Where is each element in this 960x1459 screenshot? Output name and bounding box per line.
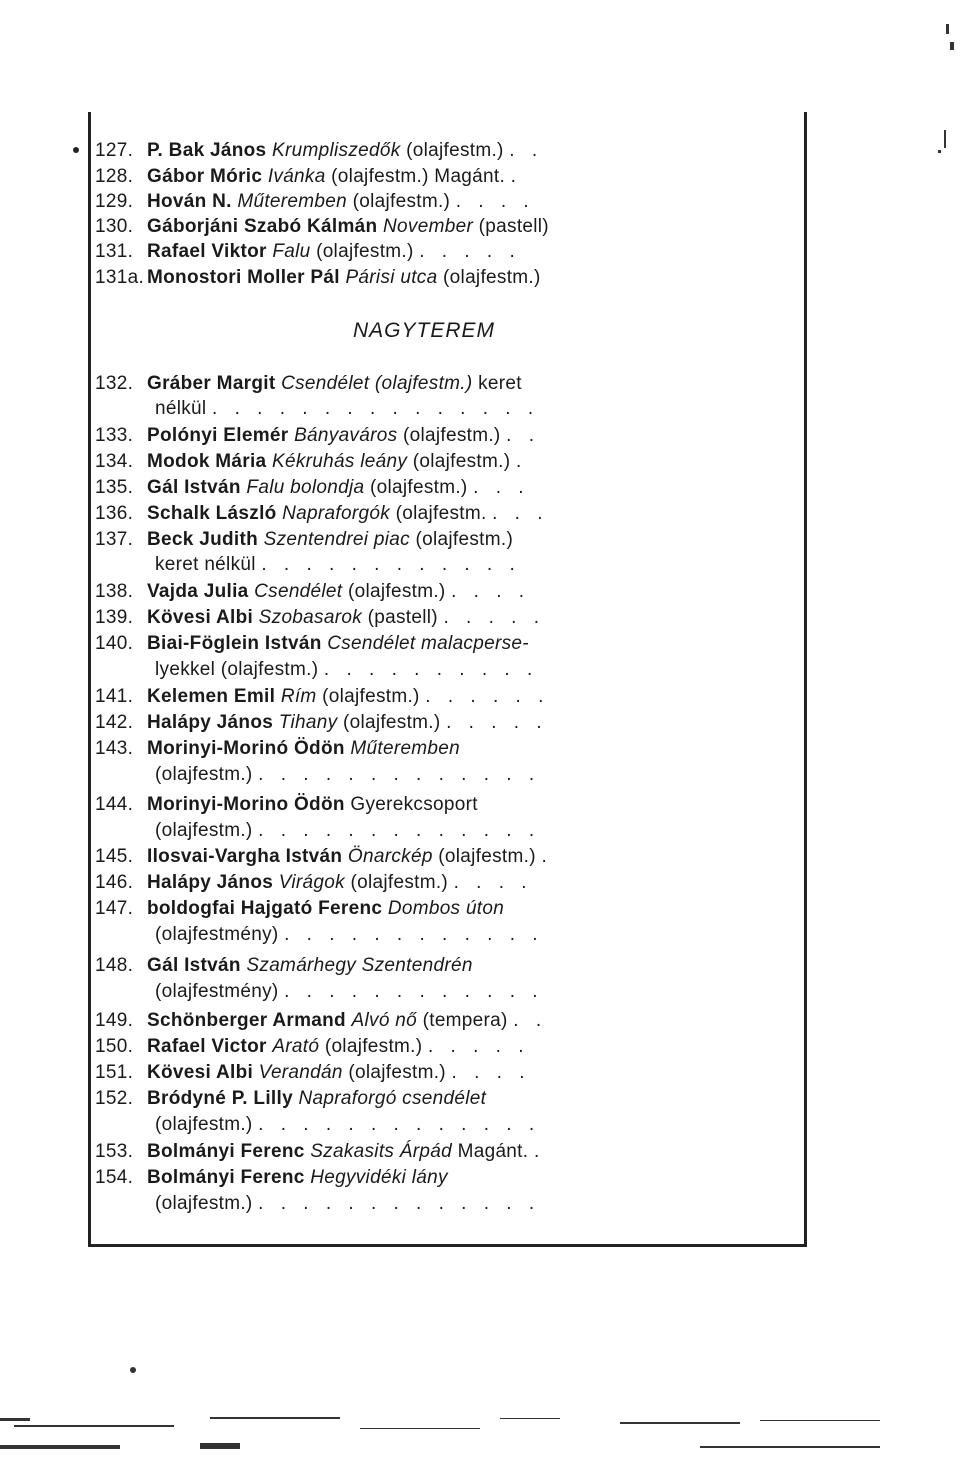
catalog-entry: [95, 475, 530, 501]
medium-note: (pastell): [473, 216, 549, 237]
bullet-mark: [73, 147, 79, 153]
catalog-entry: [95, 953, 473, 979]
artist-name: Schalk László: [147, 503, 277, 524]
artist-name: Gáborjáni Szabó Kálmán: [147, 216, 378, 237]
entry-number: 131a.: [95, 267, 145, 288]
medium-note: (olajfestmény): [155, 924, 279, 945]
entry-number: 144.: [95, 794, 134, 815]
catalog-entry: [95, 1139, 545, 1165]
medium-note: keret nélkül: [155, 554, 256, 575]
artwork-title: Arató: [272, 1036, 320, 1057]
catalog-entry: [95, 1034, 529, 1060]
catalog-entry: [95, 1191, 540, 1217]
artist-name: Vajda Julia: [147, 581, 249, 602]
entry-number: 129.: [95, 191, 134, 212]
leader-dots: . . . . . . . . . . . .: [284, 924, 544, 945]
entry-number: 152.: [95, 1088, 134, 1109]
medium-note: (olajfestm.): [310, 241, 414, 262]
entry-number: 145.: [95, 846, 134, 867]
leader-dots: . . . . .: [419, 241, 521, 262]
leader-dots: . . . . .: [427, 1036, 530, 1057]
artwork-title: Krumpliszedők: [272, 140, 401, 161]
leader-dots: . .: [509, 140, 544, 161]
artist-name: Ilosvai-Vargha István: [147, 846, 343, 867]
artwork-title: Ivánka: [267, 166, 326, 187]
medium-note: Gyerekcsoport: [350, 794, 478, 815]
section-title: NAGYTEREM: [353, 319, 496, 342]
catalog-entry: [95, 1165, 448, 1191]
artwork-title: Alvó nő: [351, 1010, 418, 1031]
entry-number: 139.: [95, 607, 134, 628]
catalog-entry: [95, 631, 529, 657]
medium-note: (olajfestm.: [390, 503, 487, 524]
artist-name: Gál István: [147, 955, 241, 976]
artwork-title: Szakasits Árpád: [310, 1141, 452, 1162]
leader-dots: .: [515, 451, 528, 472]
entry-number: 128.: [95, 166, 134, 187]
artist-name: Gábor Móric: [147, 166, 263, 187]
artwork-title: Falu bolondja: [246, 477, 365, 498]
leader-dots: . . .: [492, 503, 549, 524]
catalog-entry: [95, 265, 541, 291]
catalog-entry: [95, 189, 535, 215]
artwork-title: Szobasarok: [258, 607, 363, 628]
artist-name: Bródyné P. Lilly: [147, 1088, 293, 1109]
artist-name: Schönberger Armand: [147, 1010, 346, 1031]
artist-name: Rafael Victor: [147, 1036, 267, 1057]
artwork-title: Csendélet: [254, 581, 343, 602]
catalog-entry: [95, 396, 539, 422]
catalog-entry: [95, 239, 521, 265]
entry-number: 130.: [95, 216, 134, 237]
artist-name: Biai-Föglein István: [147, 633, 322, 654]
entry-number: 151.: [95, 1062, 134, 1083]
entry-number: 153.: [95, 1141, 134, 1162]
leader-dots: .: [533, 1141, 546, 1162]
medium-note: (olajfestm.): [397, 425, 501, 446]
artist-name: Beck Judith: [147, 529, 258, 550]
medium-note: (olajfestmény): [155, 981, 279, 1002]
catalog-entry: [95, 818, 540, 844]
medium-note: lyekkel (olajfestm.): [155, 659, 319, 680]
artist-name: Halápy János: [147, 872, 274, 893]
entry-number: 138.: [95, 581, 134, 602]
leader-dots: . . . . .: [446, 712, 548, 733]
medium-note: (olajfestm.): [155, 1193, 253, 1214]
medium-note: (olajfestm.) Magánt.: [325, 166, 506, 187]
entry-number: 147.: [95, 898, 134, 919]
leader-dots: . .: [506, 425, 540, 446]
artist-name: boldogfai Hajgató Ferenc: [147, 898, 383, 919]
medium-note: (olajfestm.): [364, 477, 468, 498]
entry-number: 133.: [95, 425, 134, 446]
artwork-title: November: [383, 216, 474, 237]
leader-dots: . . . . . . . . . . . . .: [258, 820, 541, 841]
medium-note: (olajfestm.): [347, 191, 451, 212]
catalog-entry: [95, 579, 530, 605]
catalog-entry: [95, 1112, 540, 1138]
catalog-entry: [95, 371, 522, 397]
entry-number: 132.: [95, 373, 134, 394]
entry-number: 134.: [95, 451, 134, 472]
leader-dots: . .: [513, 1010, 548, 1031]
leader-dots: . . . .: [451, 581, 531, 602]
catalog-entry: [95, 979, 544, 1005]
leader-dots: . . . . . . . . . . . . .: [258, 1193, 541, 1214]
medium-note: keret: [472, 373, 522, 394]
artist-name: Kelemen Emil: [147, 686, 276, 707]
artist-name: P. Bak János: [147, 140, 267, 161]
entry-number: 131.: [95, 241, 134, 262]
entry-number: 137.: [95, 529, 134, 550]
entry-number: 149.: [95, 1010, 134, 1031]
medium-note: (olajfestm.): [155, 820, 253, 841]
medium-note: (olajfestm.): [344, 872, 449, 893]
entry-number: 141.: [95, 686, 134, 707]
medium-note: (olajfestm.): [316, 686, 420, 707]
catalog-entry: [95, 605, 545, 631]
catalog-entry: [95, 527, 513, 553]
catalog-entry: [95, 844, 553, 870]
leader-dots: . . . . . . . . . . . . . . .: [212, 398, 540, 419]
entry-number: 140.: [95, 633, 134, 654]
medium-note: (olajfestm.): [155, 1114, 253, 1135]
medium-note: nélkül: [155, 398, 207, 419]
catalog-entry: [95, 710, 548, 736]
leader-dots: . . . .: [451, 1062, 531, 1083]
catalog-entry: [95, 449, 527, 475]
leader-dots: .: [510, 166, 522, 187]
catalog-entry: [95, 1086, 486, 1112]
catalog-entry: [95, 1060, 530, 1086]
catalog-entry: [95, 423, 540, 449]
catalog-entry: [95, 501, 549, 527]
leader-dots: . . .: [473, 477, 530, 498]
artist-name: Morinyi-Morino Ödön: [147, 794, 345, 815]
catalog-entry: [95, 736, 460, 762]
entry-number: 148.: [95, 955, 134, 976]
artist-name: Halápy János: [147, 712, 274, 733]
artwork-title: Tihany: [278, 712, 338, 733]
entry-number: 127.: [95, 140, 134, 161]
entry-number: 142.: [95, 712, 134, 733]
artwork-title: Dombos úton: [387, 898, 505, 919]
medium-note: Magánt.: [452, 1141, 529, 1162]
artist-name: Hován N.: [147, 191, 232, 212]
artwork-title: Önarckép: [347, 846, 433, 867]
artwork-title: Hegyvidéki lány: [310, 1167, 448, 1188]
leader-dots: . . . . . . . . . . . . .: [258, 764, 541, 785]
artwork-title: Rím: [280, 686, 317, 707]
artwork-title: Falu: [272, 241, 311, 262]
leader-dots: . . . . . . . . . .: [323, 659, 539, 680]
artwork-title: Verandán: [258, 1062, 343, 1083]
artist-name: Gál István: [147, 477, 241, 498]
artwork-title: Napraforgó csendélet: [298, 1088, 487, 1109]
medium-note: (tempera): [417, 1010, 508, 1031]
leader-dots: . . . . . .: [425, 686, 550, 707]
catalog-entry: [95, 896, 504, 922]
medium-note: (olajfestm.): [342, 1062, 446, 1083]
artwork-title: Csendélet (olajfestm.): [281, 373, 473, 394]
catalog-entry: [95, 138, 543, 164]
catalog-entry: [95, 870, 533, 896]
catalog-entry: [95, 552, 521, 578]
medium-note: (olajfestm.): [407, 451, 511, 472]
leader-dots: . . . . . . . . . . . . .: [258, 1114, 541, 1135]
medium-note: (pastell): [362, 607, 438, 628]
artwork-title: Csendélet malacperse-: [327, 633, 529, 654]
catalog-entry: [95, 214, 549, 240]
artist-name: Monostori Moller Pál: [147, 267, 340, 288]
leader-dots: . . . . .: [443, 607, 545, 628]
entry-number: 146.: [95, 872, 134, 893]
leader-dots: . . . .: [455, 191, 535, 212]
medium-note: (olajfestm.): [337, 712, 441, 733]
medium-note: (olajfestm.): [155, 764, 253, 785]
leader-dots: .: [541, 846, 553, 867]
medium-note: (olajfestm.): [400, 140, 504, 161]
artwork-title: Szentendrei piac: [263, 529, 410, 550]
catalog-entry: [95, 684, 549, 710]
artwork-title: Műteremben: [350, 738, 461, 759]
artist-name: Kövesi Albi: [147, 1062, 254, 1083]
medium-note: (olajfestm.): [437, 267, 541, 288]
entry-number: 135.: [95, 477, 134, 498]
catalog-entry: [95, 657, 538, 683]
medium-note: (olajfestm.): [409, 529, 514, 550]
medium-note: (olajfestm.): [342, 581, 446, 602]
catalog-entry: [95, 792, 478, 818]
medium-note: (olajfestm.): [432, 846, 536, 867]
artwork-title: Napraforgók: [282, 503, 391, 524]
catalog-entry: [95, 762, 540, 788]
artwork-title: Bányaváros: [294, 425, 398, 446]
catalog-entry: [95, 922, 544, 948]
leader-dots: . . . .: [453, 872, 533, 893]
artwork-title: Virágok: [278, 872, 345, 893]
artist-name: Gráber Margit: [147, 373, 276, 394]
leader-dots: . . . . . . . . . . . .: [261, 554, 521, 575]
artist-name: Bolmányi Ferenc: [147, 1141, 305, 1162]
medium-note: (olajfestm.): [319, 1036, 423, 1057]
artwork-title: Kékruhás leány: [272, 451, 408, 472]
leader-dots: . . . . . . . . . . . .: [284, 981, 544, 1002]
entry-number: 154.: [95, 1167, 134, 1188]
entry-number: 150.: [95, 1036, 134, 1057]
artist-name: Kövesi Albi: [147, 607, 254, 628]
entry-number: 136.: [95, 503, 134, 524]
catalog-entry: [95, 164, 522, 190]
artwork-title: Műteremben: [237, 191, 348, 212]
artist-name: Morinyi-Morinó Ödön: [147, 738, 345, 759]
artist-name: Rafael Viktor: [147, 241, 267, 262]
entry-number: 143.: [95, 738, 134, 759]
artist-name: Polónyi Elemér: [147, 425, 289, 446]
artwork-title: Párisi utca: [345, 267, 438, 288]
artist-name: Modok Mária: [147, 451, 267, 472]
artist-name: Bolmányi Ferenc: [147, 1167, 305, 1188]
artwork-title: Szamárhegy Szentendrén: [246, 955, 473, 976]
catalog-entry: [95, 1008, 547, 1034]
